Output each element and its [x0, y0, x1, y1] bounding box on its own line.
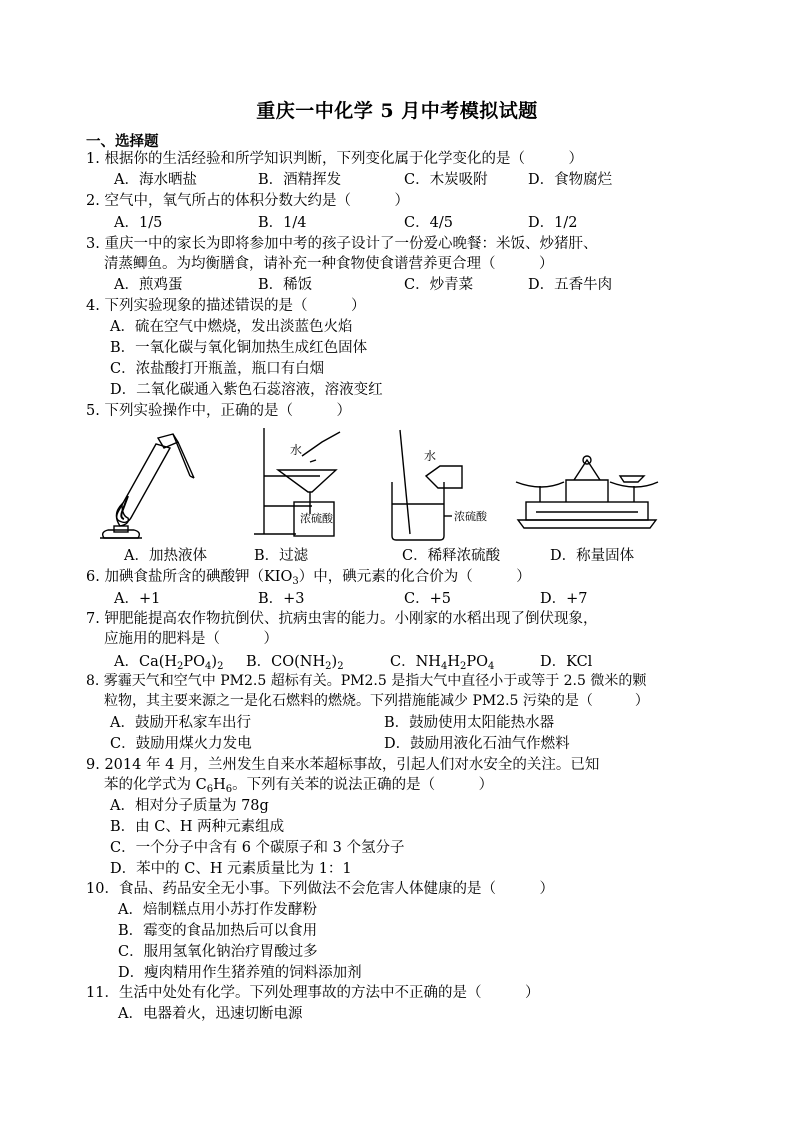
q2-stem: 2. 空气中，氧气所占的体积分数大约是（ ）: [86, 193, 409, 209]
q4-option-c: C．浓盐酸打开瓶盖，瓶口有白烟: [110, 361, 325, 377]
q6-option-a: A．+1: [114, 591, 161, 607]
q2-option-a: A．1/5: [114, 215, 163, 231]
diluting-acid-figure: [380, 426, 490, 544]
q5-stem: 5. 下列实验操作中，正确的是（ ）: [86, 403, 351, 419]
q7-option-b: B．$CO(NH_2)_2$: [246, 654, 344, 672]
q1-stem: 1. 根据你的生活经验和所学知识判断，下列变化属于化学变化的是（ ）: [86, 151, 583, 167]
q3-option-b: B．稀饭: [258, 277, 313, 293]
q7-stem-line1: 7. 钾肥能提高农作物抗倒伏、抗病虫害的能力。小刚家的水稻出现了倒伏现象，: [86, 611, 598, 627]
q10-option-c: C．服用氢氧化钠治疗胃酸过多: [118, 944, 318, 960]
q6-stem: 6. 加碘食盐所含的碘酸钾$(KIO_3)$中，碘元素的化合价为（ ）: [86, 569, 531, 587]
q6-option-d: D．+7: [540, 591, 588, 607]
heating-liquid-figure: [98, 426, 208, 541]
q8-option-a: A．鼓励开私家车出行: [110, 715, 251, 731]
q10-option-d: D．瘦肉精用作生猪养殖的饲料添加剂: [118, 965, 362, 981]
q8-stem-line2: 粒物，其主要来源之一是化石燃料的燃烧。下列措施能减少 PM2.5 污染的是（ ）: [104, 693, 649, 709]
q9-option-a: A．相对分子质量为 78g: [110, 798, 269, 814]
q7-stem-line2: 应施用的肥料是（ ）: [104, 631, 278, 647]
q1-option-d: D．食物腐烂: [528, 172, 613, 188]
q9-option-c: C．一个分子中含有 6 个碳原子和 3 个氢分子: [110, 840, 405, 856]
q6-option-b: B．+3: [258, 591, 305, 607]
q7-option-c: C．$NH_4H_2PO_4$: [390, 654, 495, 672]
q8-stem-line1: 8. 雾霾天气和空气中 PM2.5 超标有关。PM2.5 是指大气中直径小于或等于 2.5 微米的颗: [86, 673, 647, 689]
q7-option-d: D．KCl: [540, 654, 593, 670]
q8-option-b: B．鼓励使用太阳能热水器: [384, 715, 555, 731]
q3-option-a: A．煎鸡蛋: [114, 277, 183, 293]
q9-stem-line2: 苯的化学式为 $C_6H_6$。下列有关苯的说法正确的是（ ）: [104, 777, 494, 795]
q8-option-d: D．鼓励用液化石油气作燃料: [384, 736, 570, 752]
q9-option-d: D．苯中的 C、H 元素质量比为 1：1: [110, 861, 352, 877]
q7-option-a: A．$Ca(H_2PO_4)_2$: [114, 654, 224, 672]
q3-option-c: C．炒青菜: [404, 277, 474, 293]
q9-option-b: B．由 C、H 两种元素组成: [110, 819, 285, 835]
acid-label-c: 浓硫酸: [454, 510, 487, 523]
q10-stem: 10．食品、药品安全无小事。下列做法不会危害人体健康的是（ ）: [86, 881, 554, 897]
q4-option-a: A．硫在空气中燃烧，发出淡蓝色火焰: [110, 319, 353, 335]
q4-option-d: D．二氧化碳通入紫色石蕊溶液，溶液变红: [110, 382, 383, 398]
q4-option-b: B．一氧化碳与氧化铜加热生成红色固体: [110, 340, 368, 356]
q5-option-a: A．加热液体: [124, 548, 207, 564]
page-title: 重庆一中化学 5 月中考模拟试题: [256, 100, 538, 122]
section-heading: 一、选择题: [86, 133, 159, 150]
q6-option-c: C．+5: [404, 591, 451, 607]
q3-option-d: D．五香牛肉: [528, 277, 613, 293]
q2-option-c: C．4/5: [404, 215, 453, 231]
q5-option-b: B．过滤: [254, 548, 309, 564]
q2-option-b: B．1/4: [258, 215, 307, 231]
water-label-c: 水: [424, 449, 437, 463]
q5-option-d: D．称量固体: [550, 548, 635, 564]
q9-stem-line1: 9. 2014 年 4 月，兰州发生自来水苯超标事故，引起人们对水安全的关注。已知: [86, 757, 600, 773]
q5-option-c: C．稀释浓硫酸: [402, 548, 501, 564]
q3-stem-line1: 3. 重庆一中的家长为即将参加中考的孩子设计了一份爱心晚餐：米饭、炒猪肝、: [86, 236, 598, 252]
q1-option-c: C．木炭吸附: [404, 172, 488, 188]
q10-option-a: A．焙制糕点用小苏打作发酵粉: [118, 902, 317, 918]
q11-stem: 11．生活中处处有化学。下列处理事故的方法中不正确的是（ ）: [86, 985, 540, 1001]
q1-option-b: B．酒精挥发: [258, 172, 342, 188]
q11-option-a: A．电器着火，迅速切断电源: [118, 1006, 303, 1022]
filtration-figure: [250, 424, 360, 542]
q3-stem-line2: 清蒸鲫鱼。为均衡膳食，请补充一种食物使食谱营养更合理（ ）: [104, 256, 554, 272]
q1-option-a: A．海水晒盐: [114, 172, 197, 188]
q10-option-b: B．霉变的食品加热后可以食用: [118, 923, 318, 939]
acid-label-b: 浓硫酸: [300, 512, 333, 525]
balance-figure: [512, 446, 662, 532]
q8-option-c: C．鼓励用煤火力发电: [110, 736, 252, 752]
water-label-b: 水: [290, 443, 303, 457]
q2-option-d: D．1/2: [528, 215, 578, 231]
q4-stem: 4. 下列实验现象的描述错误的是（ ）: [86, 298, 366, 314]
